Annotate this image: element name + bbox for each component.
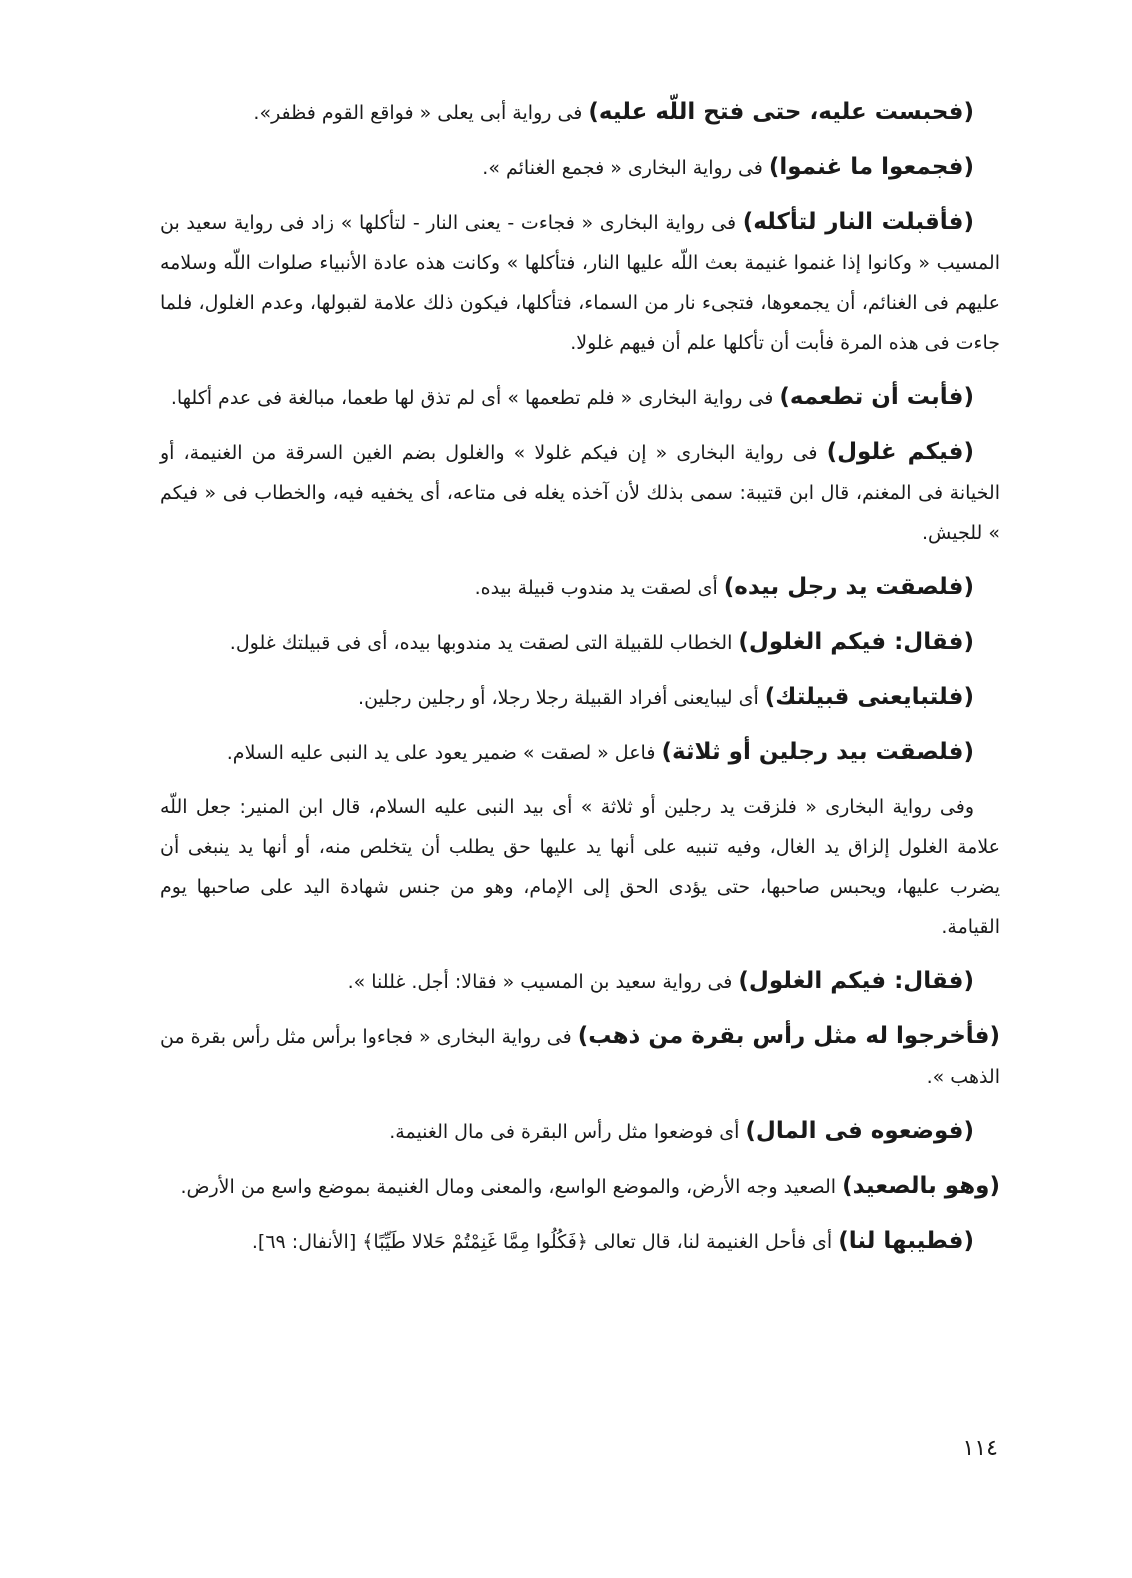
- paragraph: [160, 1166, 1000, 1207]
- term-heading: (فأقبلت النار لتأكله): [742, 209, 974, 235]
- term-heading: (فيكم غلول): [826, 439, 974, 465]
- term-heading: (فقال: فيكم الغلول): [738, 968, 974, 994]
- term-heading: (فوضعوه فى المال): [745, 1118, 974, 1144]
- paragraph-text: الخطاب للقبيلة التى لصقت يد مندوبها بيده، أى فى قبيلتك غلول.: [229, 632, 739, 654]
- page-body: [160, 92, 1000, 1276]
- paragraph-text: فى رواية البخارى « فجاءوا برأس مثل رأس بقرة من الذهب ».: [160, 1026, 1000, 1088]
- paragraph-text: أى ليبايعنى أفراد القبيلة رجلا رجلا، أو رجلين رجلين.: [358, 687, 765, 709]
- paragraph: [160, 202, 1000, 363]
- paragraph-text: فى رواية البخارى « فلم تطعمها » أى لم تذق لها طعما، مبالغة فى عدم أكلها.: [170, 387, 780, 409]
- term-heading: (فحبست عليه، حتى فتح اللّه عليه): [588, 99, 974, 125]
- paragraph-text: فى رواية البخارى « فجمع الغنائم ».: [482, 157, 769, 179]
- term-heading: (فقال: فيكم الغلول): [738, 629, 974, 655]
- term-heading: (فطيبها لنا): [838, 1228, 974, 1254]
- paragraph: [160, 622, 1000, 663]
- paragraph-text: وفى رواية البخارى « فلزقت يد رجلين أو ثلاثة » أى بيد النبى عليه السلام، قال ابن المنير: جعل اللّه علامة الغلول إلزاق يد الغال، وفيه تنبيه على أنها يد عليها حق يطلب أن يتخلص منه، أو أنها يد ينبغى أن يضرب عليها، ويحبس صاحبها، حتى يؤدى الحق إلى الإمام، وهو من جنس شهادة اليد على صاحبها يوم القيامة.: [160, 796, 1000, 938]
- paragraph-text: فاعل « لصقت » ضمير يعود على يد النبى عليه السلام.: [226, 742, 662, 764]
- paragraph: [160, 92, 1000, 133]
- term-heading: (فأبت أن تطعمه): [779, 384, 974, 410]
- paragraph: [160, 677, 1000, 718]
- paragraph-text: أى فأحل الغنيمة لنا، قال تعالى ﴿فَكُلُوا مِمَّا غَنِمْتُمْ حَلالا طَيِّبًا﴾ [الأنفال: ٦٩].: [251, 1231, 839, 1253]
- paragraph: [160, 147, 1000, 188]
- term-heading: (وهو بالصعيد): [842, 1173, 1000, 1199]
- paragraph: [160, 1111, 1000, 1152]
- paragraph: [160, 567, 1000, 608]
- paragraph-text: أى فوضعوا مثل رأس البقرة فى مال الغنيمة.: [389, 1121, 746, 1143]
- paragraph-text: الصعيد وجه الأرض، والموضع الواسع، والمعنى ومال الغنيمة بموضع واسع من الأرض.: [180, 1176, 843, 1198]
- page-number: ١١٤: [962, 1436, 998, 1461]
- paragraph: [160, 961, 1000, 1002]
- paragraph-text: فى رواية سعيد بن المسيب « فقالا: أجل. غللنا ».: [347, 971, 739, 993]
- paragraph: [160, 787, 1000, 947]
- term-heading: (فلتبايعنى قبيلتك): [764, 684, 974, 710]
- paragraph: [160, 432, 1000, 553]
- term-heading: (فلصقت يد رجل بيده): [723, 574, 974, 600]
- term-heading: (فلصقت بيد رجلين أو ثلاثة): [661, 739, 974, 765]
- paragraph: [160, 1016, 1000, 1097]
- paragraph-text: فى رواية أبى يعلى « فواقع القوم فظفر».: [253, 102, 589, 124]
- paragraph: [160, 732, 1000, 773]
- paragraph-text: فى رواية البخارى « فجاءت - يعنى النار - لتأكلها » زاد فى رواية سعيد بن المسيب « وكانوا إذا غنموا غنيمة بعث اللّه عليها النار، فتأكلها » وكانت هذه عادة الأنبياء صلوات اللّه وسلامه عليهم فى الغنائم، أن يجمعوها، فتجىء نار من السماء، فتأكلها، فيكون ذلك علامة لقبولها، وعدم الغلول، فلما جاءت فى هذه المرة فأبت أن تأكلها علم أن فيهم غلولا.: [160, 212, 1000, 354]
- paragraph: [160, 1221, 1000, 1262]
- paragraph-text: أى لصقت يد مندوب قبيلة بيده.: [474, 577, 724, 599]
- term-heading: (فجمعوا ما غنموا): [768, 154, 974, 180]
- paragraph: [160, 377, 1000, 418]
- paragraph-text: فى رواية البخارى « إن فيكم غلولا » والغلول بضم الغين السرقة من الغنيمة، أو الخيانة فى المغنم، قال ابن قتيبة: سمى بذلك لأن آخذه يغله فى متاعه، أى يخفيه فيه، والخطاب فى « فيكم » للجيش.: [160, 442, 1000, 544]
- term-heading: (فأخرجوا له مثل رأس بقرة من ذهب): [577, 1023, 1001, 1049]
